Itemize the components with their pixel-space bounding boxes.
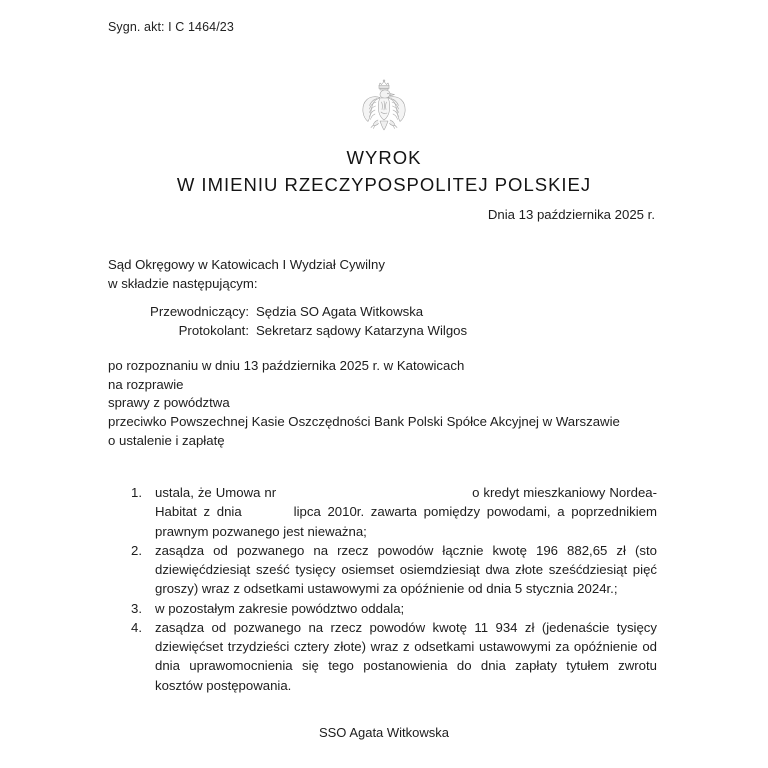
composition-row-clerk (108, 321, 467, 340)
presiding-value: Sędzia SO Agata Witkowska (256, 304, 424, 319)
case-signature: Sygn. akt: I C 1464/23 (108, 20, 234, 34)
ruling-text (155, 483, 657, 541)
composition-list (108, 302, 467, 340)
ruling-item (131, 599, 657, 618)
recognition-defendant: przeciwko Powszechnej Kasie Oszczędności Bank Polski Spółce Akcyjnej w Warszawie (108, 414, 620, 430)
ruling-item (131, 483, 657, 541)
title-block (0, 146, 768, 198)
ruling-number: 2. (131, 542, 142, 558)
ruling-number: 1. (131, 485, 142, 500)
judgment-date: Dnia 13 października 2025 r. (487, 207, 655, 222)
judge-signature: SSO Agata Witkowska (318, 725, 450, 740)
emblem-container (0, 78, 768, 140)
ruling-text: zasądza od pozwanego na rzecz powodów łącznie kwotę 196 882,65 zł (sto dziewięćdziesiąt sześć tysięcy osiemset osiemdziesiąt dwa złote sześćdziesiąt pięć groszy) wraz z odsetkami ustawowymi za opóźnienie od dnia 5 stycznia 2024r.; (155, 542, 657, 597)
polish-eagle-emblem (355, 78, 413, 140)
ruling-item (131, 541, 657, 599)
presiding-label: Przewodniczący: (150, 304, 249, 319)
page-title: WYROK (346, 147, 422, 168)
court-name: Sąd Okręgowy w Katowicach I Wydział Cywilny (108, 257, 385, 272)
court-composition-intro: w składzie następującym: (108, 275, 258, 291)
ruling-1-part-a: ustala, że Umowa nr (155, 485, 277, 500)
composition-row-presiding (108, 302, 467, 321)
ruling-text: w pozostałym zakresie powództwo oddala; (155, 600, 405, 616)
ruling-1-part-c: lipca 2010r. zawarta pomiędzy powodami, a poprzednikiem prawnym pozwanego jest nieważna; (155, 504, 657, 539)
ruling-number: 3. (131, 600, 142, 616)
ruling-number: 4. (131, 619, 142, 635)
clerk-label: Protokolant: (178, 323, 249, 339)
recognition-plaintiff: sprawy z powództwa (108, 395, 230, 411)
ruling-1-part-b: o kredyt mieszkaniowy Nordea-Habitat z dnia (155, 485, 658, 520)
recognition-hearing-date: po rozpoznaniu w dniu 13 października 2025 r. w Katowicach (108, 358, 465, 373)
ruling-item (131, 618, 657, 695)
ruling-text: zasądza od pozwanego na rzecz powodów kwotę 11 934 zł (jedenaście tysięcy dziewięćset trzydzieści cztery złote) wraz z odsetkami ustawowymi za opóźnienie od dnia uprawomocnienia się tego postanowienia do dnia zapłaty tytułem zwrotu kosztów postępowania. (155, 619, 657, 693)
recognition-block (108, 357, 668, 451)
rulings-list (131, 483, 657, 695)
recognition-mode: na rozprawie (108, 376, 184, 392)
court-block (108, 256, 385, 293)
page-subtitle: W IMIENIU RZECZYPOSPOLITEJ POLSKIEJ (176, 173, 592, 195)
recognition-subject: o ustalenie i zapłatę (108, 432, 225, 448)
clerk-value: Sekretarz sądowy Katarzyna Wilgos (256, 323, 468, 339)
